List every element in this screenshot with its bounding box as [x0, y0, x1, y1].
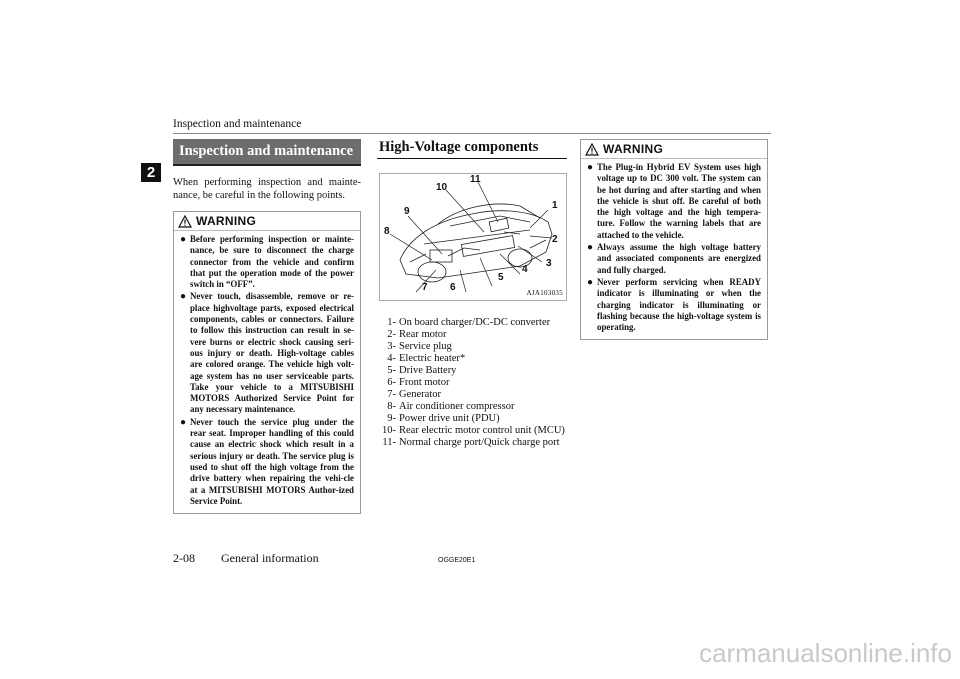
intro-paragraph: When performing inspection and mainte-nance, be careful in the following points. [173, 177, 361, 201]
legend-item [377, 377, 567, 389]
legend-number: 2- [387, 329, 396, 340]
warning-body [581, 159, 767, 339]
legend-item [377, 329, 567, 341]
legend-number: 6- [387, 377, 396, 388]
callout-1: 1 [552, 200, 558, 211]
legend-number: 1- [387, 317, 396, 328]
warning-item [587, 162, 761, 241]
bullet-dot: ● [587, 242, 594, 254]
warning-header [581, 140, 767, 159]
legend-text: Power drive unit (PDU) [399, 413, 500, 424]
figure-code: AJA103035 [526, 289, 563, 297]
legend-text: Front motor [399, 377, 450, 388]
legend-item [377, 317, 567, 329]
legend-text: Service plug [399, 341, 452, 352]
warning-item [180, 291, 354, 415]
chapter-name: General information [221, 551, 319, 565]
component-legend [377, 317, 567, 449]
chapter-tab: 2 [141, 163, 161, 182]
legend-item [377, 365, 567, 377]
legend-item [377, 413, 567, 425]
callout-3: 3 [546, 258, 552, 269]
car-diagram [379, 173, 567, 301]
legend-text: On board charger/DC-DC converter [399, 317, 551, 328]
column-warning [580, 139, 768, 340]
warning-item-text: Always assume the high voltage battery and associated components are energized and fully charged. [597, 242, 761, 275]
column-inspection [173, 139, 361, 514]
car-outline-illustration [380, 174, 566, 300]
warning-item [587, 242, 761, 276]
warning-item-text: The Plug-in Hybrid EV System uses high voltage up to DC 300 volt. The system can be hot during and after starting and when the vehicle is shut off. Be careful of both the high voltage and the high tempera-ture. Follow the warning labels that are attached to the vehicle. [597, 162, 761, 240]
warning-item [180, 234, 354, 290]
legend-text: Normal charge port/Quick charge port [399, 437, 560, 448]
warning-item-text: Never touch the service plug under the rear seat. Improper handling of this could cause an electric shock which result in a serious injury or death. The service plug is used to shut off the high voltage from the drive battery when repairing the vehi-cle at a MITSUBISHI MOTORS Author-ized Service Point. [190, 416, 354, 506]
warning-body [174, 231, 360, 513]
legend-item [377, 437, 567, 449]
legend-text: Generator [399, 389, 441, 400]
warning-item-text: Never perform servicing when READY indicator is illuminating or when the charging indicator is illuminating or flashing because the high-voltage system is operating. [597, 276, 761, 333]
legend-number: 8- [387, 401, 396, 412]
warning-label: WARNING [603, 142, 664, 156]
warning-item-text: Never touch, disassemble, remove or re-place highvoltage parts, exposed electrical components, cables or connectors. Failure to follow this instruction can result in se-vere burns or electric shock causing seri-ous injury or death. High-voltage cables are colored orange. The vehicle high volt-age system has no user serviceable parts. Take your vehicle to a MITSUBISHI MOTORS Authorized Service Point for any necessary maintenance. [190, 291, 354, 415]
bullet-dot: ● [180, 234, 187, 245]
callout-4: 4 [522, 264, 528, 275]
bullet-dot: ● [180, 416, 187, 428]
column-high-voltage [377, 139, 567, 449]
bullet-dot: ● [587, 276, 594, 288]
legend-number: 3- [387, 341, 396, 352]
warning-box [173, 211, 361, 514]
warning-header [174, 212, 360, 231]
legend-item [377, 389, 567, 401]
section-title: High-Voltage components [377, 139, 567, 159]
callout-8: 8 [384, 226, 390, 237]
callout-10: 10 [436, 182, 448, 193]
callout-6: 6 [450, 282, 456, 293]
legend-number: 4- [387, 353, 396, 364]
callout-5: 5 [498, 272, 504, 283]
bullet-dot: ● [180, 291, 187, 303]
legend-item [377, 353, 567, 365]
section-banner: Inspection and maintenance [173, 139, 361, 166]
warning-triangle-icon [585, 143, 599, 156]
warning-item-text: Before performing inspection or mainte-nance, be sure to disconnect the charge connector from the vehicle and confirm that put the operation mode of the power switch in “OFF”. [190, 234, 354, 290]
legend-text: Drive Battery [399, 365, 457, 376]
callout-2: 2 [552, 234, 558, 245]
legend-number: 10- [382, 425, 396, 436]
callout-9: 9 [404, 206, 410, 217]
watermark: carmanualsonline.info [699, 638, 952, 668]
document-code: OGGE20E1 [438, 557, 476, 564]
legend-text: Rear electric motor control unit (MCU) [399, 425, 565, 436]
header-rule [173, 133, 771, 134]
warning-item [180, 417, 354, 507]
warning-label: WARNING [196, 214, 257, 228]
warning-box [580, 139, 768, 340]
warning-item [587, 277, 761, 333]
legend-number: 5- [387, 365, 396, 376]
legend-number: 7- [387, 389, 396, 400]
bullet-dot: ● [587, 162, 594, 173]
legend-text: Rear motor [399, 329, 447, 340]
legend-item [377, 401, 567, 413]
running-head: Inspection and maintenance [173, 118, 302, 130]
legend-number: 11- [382, 437, 396, 448]
warning-triangle-icon [178, 215, 192, 228]
callout-7: 7 [422, 282, 428, 293]
legend-item [377, 341, 567, 353]
callout-11: 11 [470, 174, 481, 185]
legend-text: Air conditioner compressor [399, 401, 515, 412]
page-number: 2-08 [173, 551, 195, 565]
legend-text: Electric heater* [399, 353, 466, 364]
legend-item [377, 425, 567, 437]
legend-number: 9- [387, 413, 396, 424]
